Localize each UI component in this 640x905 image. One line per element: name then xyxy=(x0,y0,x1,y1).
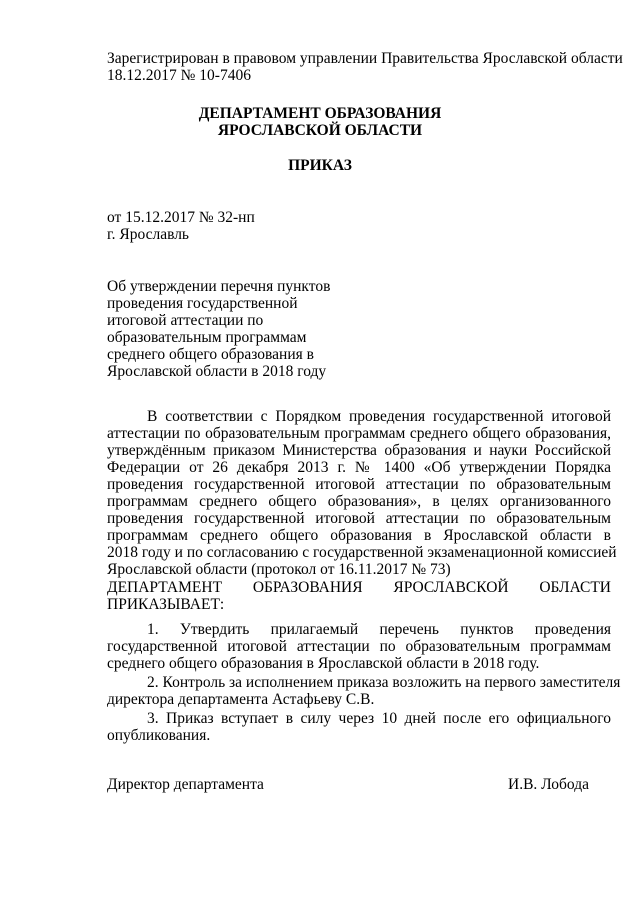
preamble-line: проведения государственной итоговой аттестации по образовательным xyxy=(107,476,611,493)
title-line: проведения государственной xyxy=(107,295,298,312)
signature-name: И.В. Лобода xyxy=(508,776,589,793)
registration-line-2: 18.12.2017 № 10-7406 xyxy=(107,67,251,84)
title-line: Ярославской области в 2018 году xyxy=(107,363,327,380)
preamble-line: проведения государственной итоговой аттестации по образовательным xyxy=(107,510,611,527)
item-3-line: 3. Приказ вступает в силу через 10 дней после его официального xyxy=(147,710,611,727)
preamble-line: аттестации по образовательным программам среднего общего образования, xyxy=(107,425,611,442)
title-line: итоговой аттестации по xyxy=(107,312,264,329)
preamble-line: Федерации от 26 декабря 2013 г. № 1400 «Об утверждении Порядка xyxy=(107,459,611,476)
preamble-line: утверждённым приказом Министерства образования и науки Российской xyxy=(107,442,611,459)
title-line: Об утверждении перечня пунктов xyxy=(107,278,331,295)
org-name-line-1: ДЕПАРТАМЕНТ ОБРАЗОВАНИЯ xyxy=(198,105,442,122)
orders-heading-line-1: ДЕПАРТАМЕНТ ОБРАЗОВАНИЯ ЯРОСЛАВСКОЙ ОБЛАСТИ xyxy=(107,579,611,596)
org-name-line-2: ЯРОСЛАВСКОЙ ОБЛАСТИ xyxy=(217,122,423,139)
preamble-line: 2018 году и по согласованию с государственной экзаменационной комиссией xyxy=(107,544,617,561)
title-line: образовательным программам xyxy=(107,329,307,346)
item-3-line: опубликования. xyxy=(107,727,211,744)
item-1-line: государственной итоговой аттестации по образовательным программам xyxy=(107,638,611,655)
preamble-line: программам среднего общего образования», в целях организованного xyxy=(107,493,611,510)
signature-position: Директор департамента xyxy=(107,776,264,793)
document-type: ПРИКАЗ xyxy=(288,157,352,174)
date-number: от 15.12.2017 № 32-нп xyxy=(107,209,255,226)
registration-line-1: Зарегистрирован в правовом управлении Правительства Ярославской области xyxy=(107,50,623,67)
item-1-line: среднего общего образования в Ярославской области в 2018 году. xyxy=(107,655,540,672)
item-2-line: директора департамента Астафьеву С.В. xyxy=(107,691,375,708)
preamble-line: В соответствии с Порядком проведения государственной итоговой xyxy=(147,408,611,425)
preamble-line: Ярославской области (протокол от 16.11.2017 № 73) xyxy=(107,561,451,578)
item-2-line: 2. Контроль за исполнением приказа возложить на первого заместителя xyxy=(147,674,621,691)
preamble-line: программам среднего общего образования в Ярославской области в xyxy=(107,527,611,544)
orders-heading-line-2: ПРИКАЗЫВАЕТ: xyxy=(107,596,225,613)
item-1-line: 1. Утвердить прилагаемый перечень пунктов проведения xyxy=(147,621,611,638)
place: г. Ярославль xyxy=(107,226,189,243)
title-line: среднего общего образования в xyxy=(107,346,314,363)
